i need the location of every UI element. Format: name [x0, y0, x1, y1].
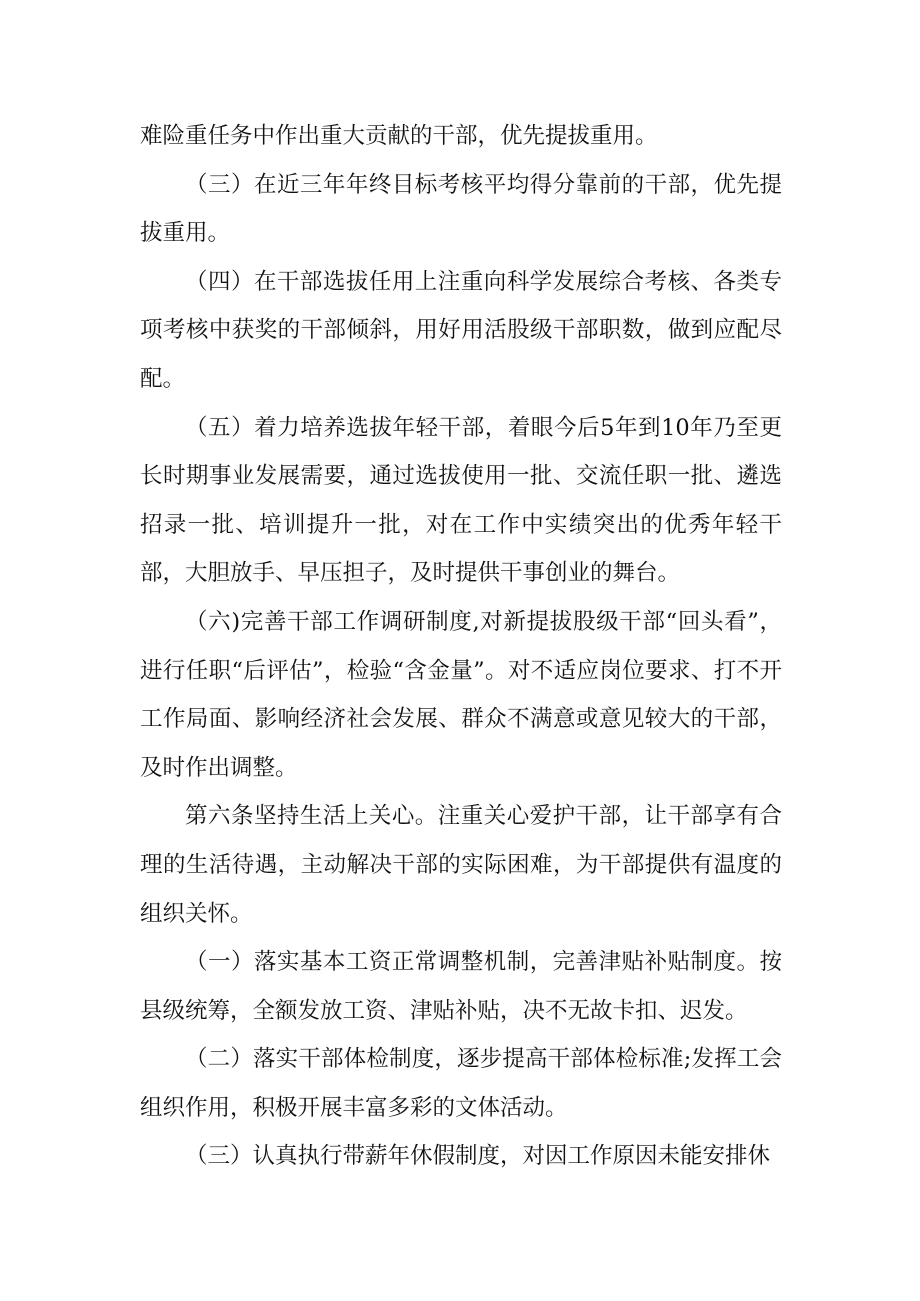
paragraph-item-6-research-system: （六)完善干部工作调研制度,对新提拔股级干部“回头看”，进行任职“后评估”，检验“含金量”。对不适应岗位要求、打不开工作局面、影响经济社会发展、群众不满意或意见较大的干部，及时作出调整。 [140, 608, 782, 781]
paragraph-item-5-young-cadres: （五）着力培养选拔年轻干部，着眼今后5年到10年乃至更长时期事业发展需要，通过选拔使用一批、交流任职一批、遴选招录一批、培训提升一批，对在工作中实绩突出的优秀年轻干部，大胆放手、早压担子，及时提供干事创业的舞台。 [140, 414, 782, 587]
paragraph-item-1-salary: （一）落实基本工资正常调整机制，完善津贴补贴制度。按县级统筹，全额发放工资、津贴补贴，决不无故卡扣、迟发。 [140, 949, 782, 1024]
paragraph-item-3-paid-leave: （三）认真执行带薪年休假制度，对因工作原因未能安排休 [185, 1143, 771, 1170]
paragraph-item-4-award-winners: （四）在干部选拔任用上注重向科学发展综合考核、各类专项考核中获奖的干部倾斜，用好用活股级干部职数，做到应配尽配。 [140, 268, 782, 392]
document-body [140, 112, 782, 1181]
paragraph-item-3-top-evaluation: （三）在近三年年终目标考核平均得分靠前的干部，优先提拔重用。 [140, 171, 782, 247]
paragraph-item-2-health-check: （二）落实干部体检制度，逐步提高干部体检标准;发挥工会组织作用，积极开展丰富多彩的文体活动。 [140, 1046, 782, 1121]
paragraph-article-6: 第六条坚持生活上关心。注重关心爱护干部，让干部享有合理的生活待遇，主动解决干部的实际困难，为干部提供有温度的组织关怀。 [140, 803, 782, 927]
paragraph-continuation: 难险重任务中作出重大贡献的干部，优先提拔重用。 [140, 123, 658, 149]
